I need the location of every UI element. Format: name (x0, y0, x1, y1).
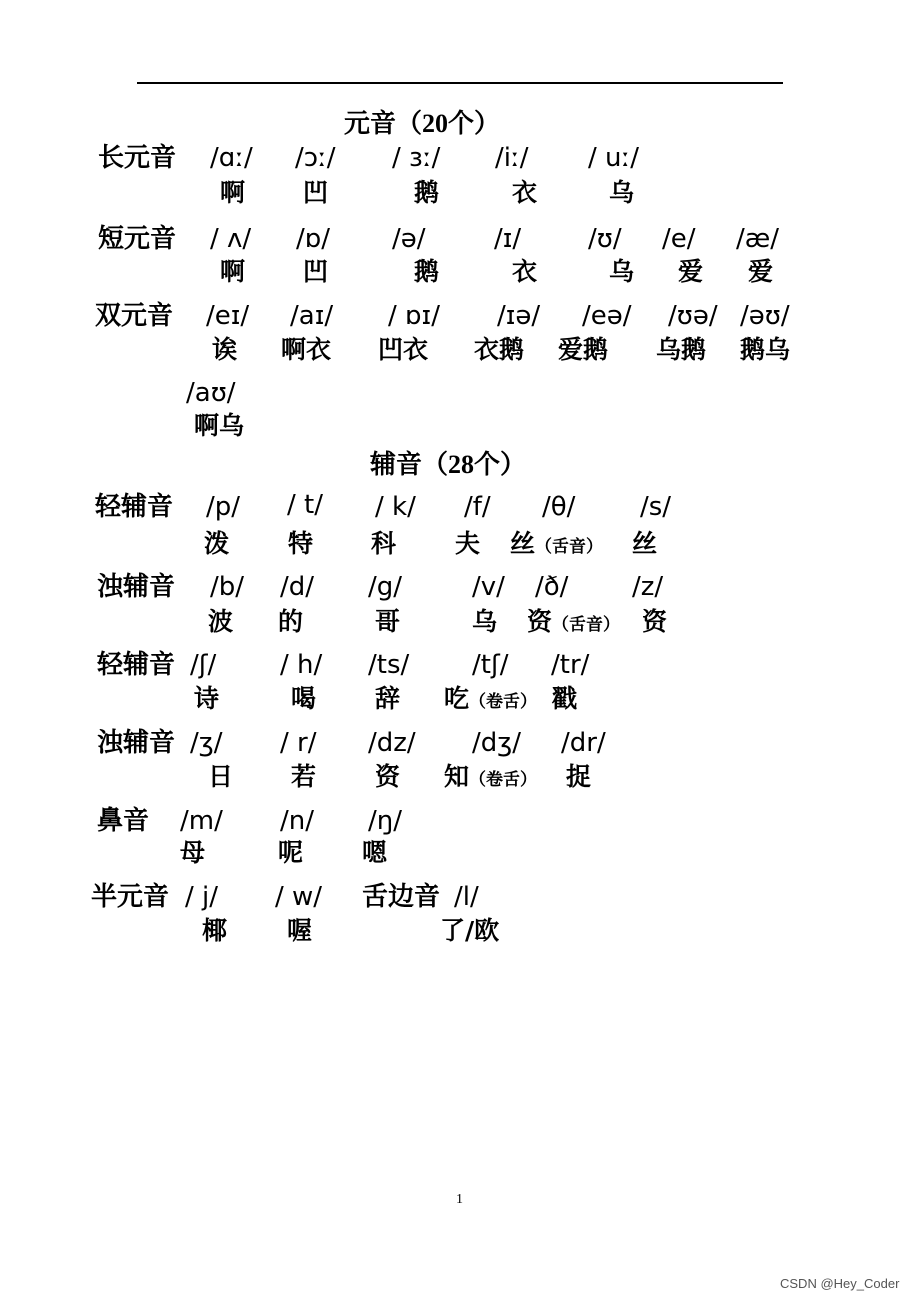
ipa-symbol: /dz/ (368, 728, 416, 758)
watermark: CSDN @Hey_Coder (780, 1276, 900, 1291)
chinese-hint: 呢 (278, 838, 304, 867)
ipa-symbol: /m/ (180, 806, 223, 836)
chinese-hint: 凹衣 (378, 335, 429, 364)
ipa-symbol: / ɒɪ/ (388, 301, 440, 331)
ipa-symbol: /ʒ/ (190, 728, 223, 758)
ipa-symbol: / j/ (185, 882, 219, 912)
ipa-symbol: / w/ (275, 882, 323, 912)
ipa-symbol: /tʃ/ (472, 650, 509, 680)
chinese-hint: 捉 (566, 762, 592, 791)
ipa-symbol: /dʒ/ (472, 728, 522, 758)
ipa-symbol: / t/ (287, 490, 323, 520)
ipa-symbol: /ʊə/ (668, 301, 718, 331)
ipa-symbol: /e/ (662, 224, 696, 254)
ipa-symbol: / r/ (280, 728, 317, 758)
ipa-symbol: /b/ (210, 572, 245, 602)
chinese-hint: 夫 (455, 529, 481, 558)
chinese-hint: 戳 (552, 684, 578, 713)
chinese-hint: 的 (278, 607, 304, 636)
chinese-hint: 乌 (609, 178, 635, 207)
short-vowels-label: 短元音 (98, 224, 177, 254)
chinese-hint: 凹 (303, 178, 329, 207)
voiced-consonants-label: 浊辅音 (97, 728, 176, 758)
ipa-symbol: /dr/ (561, 728, 606, 758)
chinese-hint: 爱鹅 (558, 335, 609, 364)
ipa-symbol: /ð/ (535, 572, 569, 602)
chinese-hint: 喝 (291, 684, 317, 713)
chinese-hint: 乌 (609, 257, 635, 286)
chinese-hint: 嗯 (362, 838, 388, 867)
ipa-symbol: /z/ (632, 572, 664, 602)
pronunciation-note: （舌音） (535, 537, 604, 557)
chinese-hint: 鹅 (414, 178, 440, 207)
ipa-symbol: /eə/ (582, 301, 632, 331)
chinese-hint: 爱 (678, 257, 704, 286)
ipa-symbol: /ɒ/ (296, 224, 331, 254)
chinese-hint: 衣 (512, 178, 538, 207)
voiced-consonants-label: 浊辅音 (97, 572, 176, 602)
ipa-symbol: /ɪ/ (494, 224, 522, 254)
page-number: 1 (456, 1192, 463, 1207)
ipa-symbol: /v/ (472, 572, 505, 602)
chinese-hint: 椰 (202, 916, 228, 945)
ipa-symbol: /l/ (454, 882, 479, 912)
ipa-symbol: /ŋ/ (368, 806, 402, 836)
long-vowels-label: 长元音 (98, 143, 177, 173)
ipa-symbol: /s/ (640, 492, 672, 522)
ipa-symbol: /ɑː/ (210, 143, 253, 173)
chinese-hint: 了/欧 (440, 916, 500, 945)
ipa-symbol: /ʊ/ (588, 224, 622, 254)
chinese-hint: 乌鹅 (656, 335, 707, 364)
ipa-symbol: /tr/ (551, 650, 590, 680)
chinese-hint: 诗 (194, 684, 220, 713)
top-rule (137, 82, 783, 84)
chinese-hint: 鹅乌 (740, 335, 791, 364)
ipa-symbol: /d/ (280, 572, 315, 602)
chinese-hint: 若 (291, 762, 317, 791)
chinese-hint: 凹 (303, 257, 329, 286)
chinese-hint: 衣鹅 (474, 335, 525, 364)
ipa-symbol: /n/ (280, 806, 314, 836)
chinese-hint: 特 (288, 529, 314, 558)
chinese-hint: 丝（舌音） (510, 529, 604, 558)
semivowels-label: 半元音 (91, 882, 170, 912)
pronunciation-note: （卷舌） (469, 692, 538, 712)
chinese-hint: 波 (208, 607, 234, 636)
consonants-title: 辅音（28个） (370, 450, 527, 480)
ipa-symbol: /g/ (368, 572, 403, 602)
chinese-hint: 泼 (204, 529, 230, 558)
chinese-hint: 啊衣 (281, 335, 332, 364)
chinese-hint: 衣 (512, 257, 538, 286)
chinese-hint: 资 (642, 607, 668, 636)
chinese-hint: 资 (375, 762, 401, 791)
ipa-symbol: /ə/ (392, 224, 426, 254)
ipa-symbol: /aɪ/ (290, 301, 334, 331)
chinese-hint: 鹅 (414, 257, 440, 286)
chinese-hint: 科 (371, 529, 397, 558)
diphthongs-label: 双元音 (95, 301, 174, 331)
nasals-label: 鼻音 (97, 806, 150, 836)
ipa-symbol: / k/ (375, 492, 416, 522)
ipa-symbol: /ts/ (368, 650, 410, 680)
chinese-hint: 母 (180, 838, 206, 867)
ipa-symbol: /ʃ/ (190, 650, 217, 680)
ipa-symbol: /ɔː/ (295, 143, 336, 173)
chinese-hint: 乌 (472, 607, 498, 636)
chinese-hint: 啊乌 (194, 411, 245, 440)
ipa-symbol: /əʊ/ (740, 301, 790, 331)
chinese-hint: 辞 (375, 684, 401, 713)
ipa-symbol: /ɪə/ (497, 301, 541, 331)
ipa-symbol: /p/ (206, 492, 241, 522)
chinese-hint: 喔 (287, 916, 313, 945)
chinese-hint: 爱 (748, 257, 774, 286)
ipa-symbol: /eɪ/ (206, 301, 250, 331)
lateral-label: 舌边音 (362, 882, 441, 912)
chinese-hint: 知（卷舌） (444, 762, 538, 791)
ipa-symbol: /iː/ (495, 143, 529, 173)
chinese-hint: 日 (208, 762, 234, 791)
ipa-symbol: / ɜː/ (392, 143, 441, 173)
voiceless-consonants-label: 轻辅音 (95, 492, 174, 522)
chinese-hint: 资（舌音） (527, 607, 621, 636)
ipa-symbol: / h/ (280, 650, 323, 680)
ipa-symbol: / ʌ/ (210, 224, 252, 254)
vowels-title: 元音（20个） (344, 109, 501, 139)
ipa-symbol: /f/ (464, 492, 491, 522)
voiceless-consonants-label: 轻辅音 (97, 650, 176, 680)
chinese-hint: 吃（卷舌） (444, 684, 538, 713)
chinese-hint: 啊 (220, 257, 246, 286)
ipa-symbol: /θ/ (542, 492, 576, 522)
chinese-hint: 哥 (375, 607, 401, 636)
ipa-symbol: /æ/ (736, 224, 780, 254)
ipa-symbol: / uː/ (588, 143, 640, 173)
chinese-hint: 丝 (632, 529, 658, 558)
pronunciation-note: （卷舌） (469, 770, 538, 790)
chinese-hint: 啊 (220, 178, 246, 207)
ipa-symbol: /aʊ/ (186, 378, 236, 408)
pronunciation-note: （舌音） (552, 615, 621, 635)
chinese-hint: 诶 (212, 335, 238, 364)
